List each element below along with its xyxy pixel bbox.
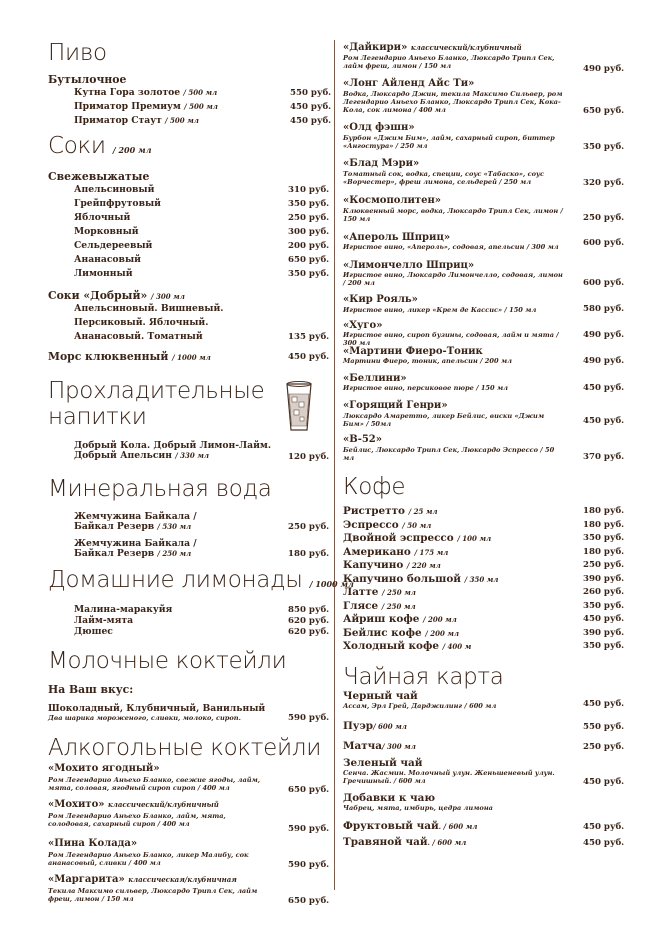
coffee-title: Кофе xyxy=(343,474,406,500)
menu-item: Морковный xyxy=(74,226,139,237)
menu-price: 450 руб. xyxy=(583,614,625,624)
cocktail-description: Ром Легендарио Аньехо Бланко, ликер Малибу, сок ананасовый, сливки / 400 мл xyxy=(48,851,249,867)
menu-price: 450 руб. xyxy=(290,116,332,126)
cocktail-name: «Мохито ягодный» xyxy=(48,763,160,774)
menu-price: 120 руб. xyxy=(288,452,330,462)
menu-item: Пуэр/ 600 мл xyxy=(343,720,407,732)
menu-price: 250 руб. xyxy=(583,560,625,570)
beer-title: Пиво xyxy=(48,40,107,66)
menu-price: 650 руб. xyxy=(583,106,625,116)
cocktail-description: Ром Легендарио Аньехо Бланко, свежие ягоды, лайм, мята, соловая, ягодный сироп сироп / 400 мл xyxy=(48,776,261,792)
cocktail-name: «Космополитен» xyxy=(343,195,442,206)
cocktail-description: Игристое вино, «Апероль», содовая, апельсин / 300 мл xyxy=(343,243,559,251)
menu-item: Травяной чай. / 600 мл xyxy=(343,836,467,848)
cocktail-name: «Горящий Генри» xyxy=(343,400,448,411)
menu-price: 590 руб. xyxy=(288,824,330,834)
column-divider xyxy=(334,40,335,890)
menu-price: 450 руб. xyxy=(290,102,332,112)
menu-item: Капучино / 220 мл xyxy=(343,559,441,571)
menu-price: 450 руб. xyxy=(583,383,625,393)
menu-price: 590 руб. xyxy=(288,713,330,723)
cocktail-description: Бейлис, Люксардо Трипл Сек, Люксардо Эспрессо / 50 мл xyxy=(343,446,555,462)
morse-label: Морс клюквенный / 1000 мл xyxy=(48,350,211,363)
menu-price: 350 руб. xyxy=(288,269,330,279)
menu-item: Лимонный xyxy=(74,268,133,279)
menu-price: 180 руб. xyxy=(288,549,330,559)
menu-price: 650 руб. xyxy=(288,785,330,795)
tea-description: Чабрец, мята, имбирь, цедра лимона xyxy=(343,804,493,812)
menu-item: Апельсиновый xyxy=(74,184,155,195)
dobry-juices-label: Соки «Добрый» / 300 мл xyxy=(48,289,185,302)
menu-item: Бейлис кофе / 200 мл xyxy=(343,626,460,639)
cocktail-name: «Хуго» xyxy=(343,320,383,331)
juices-title: Соки / 200 мл xyxy=(48,133,152,159)
menu-price: 450 руб. xyxy=(288,352,330,362)
menu-price: 260 руб. xyxy=(583,587,625,597)
menu-price: 550 руб. xyxy=(290,88,332,98)
menu-price: 600 руб. xyxy=(583,278,625,288)
cocktail-name: «Маргарита» классическая/клубничная xyxy=(48,874,237,885)
menu-price: 490 руб. xyxy=(583,356,625,366)
menu-item: Лайм-мята xyxy=(74,615,134,626)
cocktail-name: «Блад Мэри» xyxy=(343,158,420,169)
menu-price: 350 руб. xyxy=(583,641,625,651)
menu-item: Ристретто / 25 мл xyxy=(343,505,438,517)
menu-price: 200 руб. xyxy=(288,241,330,251)
menu-price: 490 руб. xyxy=(583,330,625,340)
menu-item: Яблочный xyxy=(74,212,131,223)
menu-item: Кутна Гора золотое / 500 мл xyxy=(74,87,218,98)
cocktail-description: Мартини Фиеро, тоник, апельсин / 200 мл xyxy=(343,357,512,365)
menu-item: Зеленый чай xyxy=(343,757,423,769)
menu-price: 490 руб. xyxy=(583,64,625,74)
cocktail-description: Игристое вино, Люксардо Лимончелло, содовая, лимон / 200 мл xyxy=(343,271,563,287)
cocktail-name: «Лонг Айленд Айс Ти» xyxy=(343,78,475,89)
menu-price: 300 руб. xyxy=(288,227,330,237)
menu-item: Персиковый. Яблочный. xyxy=(74,317,209,328)
cocktail-description: Текила Максимо сильвер, Люксардо Трипл Сек, лайм фреш, лимон / 150 мл xyxy=(48,887,258,903)
cocktail-name: «Олд фэшн» xyxy=(343,122,415,133)
cocktail-description: Люксардо Амаретто, ликер Бейлис, виски «Джим Бим» / 50мл xyxy=(343,412,545,428)
cocktail-description: Игристое вино, ликер «Крем де Кассис» / 150 мл xyxy=(343,306,537,314)
menu-item: Байкал Резерв / 530 мл xyxy=(74,521,192,532)
menu-item: Апельсиновый. Вишневый. xyxy=(74,303,224,314)
cocktail-name: «Дайкири» классический/клубничный xyxy=(343,42,522,53)
menu-item: Латте / 250 мл xyxy=(343,586,416,598)
menu-item: Грейпфрутовый xyxy=(74,198,161,209)
menu-price: 620 руб. xyxy=(288,616,330,626)
menu-price: 850 руб. xyxy=(288,605,330,615)
cocktail-description: Игристое вино, персиковое пюре / 150 мл xyxy=(343,384,508,392)
menu-price: 250 руб. xyxy=(288,213,330,223)
menu-price: 180 руб. xyxy=(583,506,625,516)
menu-price: 370 руб. xyxy=(583,452,625,462)
menu-item: Холодный кофе / 400 м xyxy=(343,640,472,652)
menu-item: Байкал Резерв / 250 мл xyxy=(74,548,192,559)
menu-price: 320 руб. xyxy=(583,178,625,188)
fresh-juices-label: Свежевыжатые xyxy=(48,170,150,183)
menu-item: Сельдереевый xyxy=(74,240,153,251)
menu-item: Малина-маракуйя xyxy=(74,604,173,615)
cocktail-name: «В-52» xyxy=(343,434,383,445)
cocktail-name: «Беллини» xyxy=(343,373,407,384)
menu-item: Ананасовый xyxy=(74,254,141,265)
tea-title: Чайная карта xyxy=(343,664,504,690)
menu-price: 550 руб. xyxy=(583,722,625,732)
menu-item: Эспрессо / 50 мл xyxy=(343,518,432,531)
cocktail-description: Водка, Люксардо Джин, текила Максимо Сильвер, ром Легендарио Аньехо Бланко, Люксардо Трипл Сек, Кока-Кола, сок лимона / 400 мл xyxy=(343,90,563,114)
menu-price: 580 руб. xyxy=(583,304,625,314)
tea-description: Сенча. Жасмин. Молочный улун. Женьшеневый улун. Гречишный. / 600 мл xyxy=(343,769,555,785)
menu-price: 450 руб. xyxy=(583,699,625,709)
cocktail-description: Ром Легендарио Аньехо Бланко, лайм, мята, солодовая, сахарный сироп / 400 мл xyxy=(48,812,226,828)
cocktail-name: «Апероль Шприц» xyxy=(343,232,451,243)
beer-bottled-label: Бутылочное xyxy=(48,73,127,86)
cocktail-name: «Мартини Фиеро-Тоник xyxy=(343,346,483,357)
cool-drinks-title-line2: напитки xyxy=(48,404,147,430)
menu-item: Капучино большой / 350 мл xyxy=(343,572,499,585)
menu-price: 390 руб. xyxy=(583,627,625,638)
menu-price: 350 руб. xyxy=(288,199,330,209)
cocktail-description: Томатный сок, водка, специи, соус «Табаско», соус «Ворчестер», фреш лимона, сельдерей / 250 мл xyxy=(343,170,544,186)
menu-item: Приматор Премиум / 500 мл xyxy=(74,101,218,112)
menu-price: 620 руб. xyxy=(288,627,330,637)
menu-price: 310 руб. xyxy=(288,185,330,195)
menu-price: 250 руб. xyxy=(583,213,625,223)
cocktail-name: «Лимончелло Шприц» xyxy=(343,260,475,271)
menu-price: 350 руб. xyxy=(583,142,625,152)
milkshakes-title: Молочные коктейли xyxy=(48,648,287,674)
menu-item: Дюшес xyxy=(74,626,113,637)
menu-item: Добавки к чаю xyxy=(343,792,435,804)
menu-price: 180 руб. xyxy=(583,519,625,530)
menu-price: 350 руб. xyxy=(583,533,625,543)
menu-item: Двойной эспрессо / 100 мл xyxy=(343,532,492,544)
tea-description: Ассам, Эрл Грей, Дарджилинг / 600 мл xyxy=(343,702,497,710)
menu-price: 650 руб. xyxy=(288,255,330,265)
menu-price: 250 руб. xyxy=(583,742,625,752)
menu-price: 390 руб. xyxy=(583,573,625,584)
menu-price: 350 руб. xyxy=(583,600,625,611)
menu-price: 450 руб. xyxy=(583,822,625,832)
menu-item: Американо / 175 мл xyxy=(343,545,449,558)
cocktail-description: Игристое вино, сироп бузины, содовая, лайм и мята / 300 мл xyxy=(343,331,559,347)
menu-price: 250 руб. xyxy=(288,522,330,532)
menu-item: Айриш кофе / 200 мл xyxy=(343,613,457,625)
menu-item: Добрый Апельсин / 330 мл xyxy=(74,450,210,461)
cocktail-description: Ром Легендарио Аньехо Бланко, Люксардо Трипл Сек, лайм фреш, лимон / 150 мл xyxy=(343,54,555,70)
cool-drinks-title-line1: Прохладительные xyxy=(48,378,265,404)
menu-price: 600 руб. xyxy=(583,238,625,248)
milkshake-description: Два шарика мороженого, сливки, молоко, сироп. xyxy=(48,714,241,722)
menu-price: 450 руб. xyxy=(583,838,625,848)
milkshake-taste-label: На Ваш вкус: xyxy=(48,683,134,696)
menu-item: Глясе / 250 мл xyxy=(343,599,416,612)
cocktail-name: «Пина Колада» xyxy=(48,838,138,849)
menu-item: Ананасовый. Томатный xyxy=(74,331,203,342)
alco-cocktails-title: Алкогольные коктейли xyxy=(48,735,322,761)
glass-icon xyxy=(285,380,313,432)
menu-item: Черный чай xyxy=(343,690,418,702)
cocktail-description: Бурбон «Джим Бим», лайм, сахарный сироп, биттер «Ангостура» / 250 мл xyxy=(343,134,555,150)
menu-item: Приматор Стаут / 500 мл xyxy=(74,115,199,126)
menu-price: 450 руб. xyxy=(583,416,625,426)
menu-item: Жемчужина Байкала / xyxy=(74,511,197,522)
menu-item: Фруктовый чай. / 600 мл xyxy=(343,820,478,832)
menu-item: Добрый Кола. Добрый Лимон-Лайм. xyxy=(74,440,272,451)
menu-price: 180 руб. xyxy=(583,546,625,557)
menu-price: 590 руб. xyxy=(288,860,330,870)
menu-item: Жемчужина Байкала / xyxy=(74,538,197,549)
lemonade-title: Домашние лимонады / 1000 мл xyxy=(48,567,354,593)
cocktail-description: Клюквенный морс, водка, Люксардо Трипл Сек, лимон / 150 мл xyxy=(343,207,563,223)
menu-price: 650 руб. xyxy=(288,896,330,906)
menu-price: 135 руб. xyxy=(288,332,330,342)
milkshake-flavors: Шоколадный, Клубничный, Ванильный xyxy=(48,703,266,714)
menu-price: 450 руб. xyxy=(583,777,625,787)
menu-item: Матча/ 300 мл xyxy=(343,740,416,752)
cocktail-name: «Кир Рояль» xyxy=(343,294,418,305)
mineral-water-title: Минеральная вода xyxy=(48,476,272,502)
cocktail-name: «Мохито» классический/клубничный xyxy=(48,799,219,810)
